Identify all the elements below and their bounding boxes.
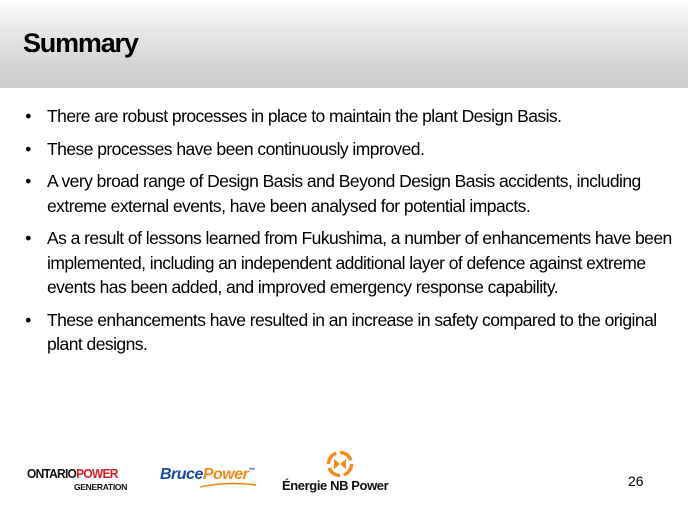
bullet-text: As a result of lessons learned from Fukushima, a number of enhancements have been implemented, including an independent additional layer of defence against extreme events has been added, and improved emergency response capability. — [47, 228, 672, 297]
bullet-dot: • — [25, 228, 31, 248]
nb-power-emblem-icon — [325, 450, 355, 478]
ontario-power-generation-logo — [27, 466, 128, 500]
bruce-swoosh-icon — [198, 482, 258, 490]
bullet-item — [22, 169, 674, 218]
bullet-text: These processes have been continuously improved. — [47, 138, 425, 159]
title-bar — [0, 0, 688, 88]
opg-logo-wordmark: ONTARIOPOWER — [27, 466, 118, 481]
bullet-text: A very broad range of Design Basis and Beyond Design Basis accidents, including extreme external events, have been analysed for potential impacts. — [47, 171, 641, 216]
bullet-item — [22, 308, 674, 357]
bruce-power-logo: BrucePower™ — [160, 466, 255, 484]
bullet-dot: • — [25, 138, 31, 159]
bullet-text: There are robust processes in place to maintain the plant Design Basis. — [47, 106, 562, 126]
bullet-dot: • — [25, 106, 31, 126]
bullet-dot: • — [25, 171, 31, 191]
bullet-text: These enhancements have resulted in an increase in safety compared to the original plant designs. — [47, 309, 657, 354]
energie-nb-power-logo — [282, 450, 402, 496]
bullet-dot: • — [25, 309, 31, 330]
bullet-item — [22, 226, 674, 300]
opg-logo-subtext: GENERATION — [74, 482, 128, 492]
nb-power-wordmark: Énergie NB Power — [282, 478, 389, 493]
bullet-item — [22, 137, 674, 162]
bullet-list — [22, 104, 674, 365]
slide-title: Summary — [23, 28, 138, 58]
page-number: 26 — [628, 473, 644, 489]
bullet-item — [22, 104, 674, 129]
